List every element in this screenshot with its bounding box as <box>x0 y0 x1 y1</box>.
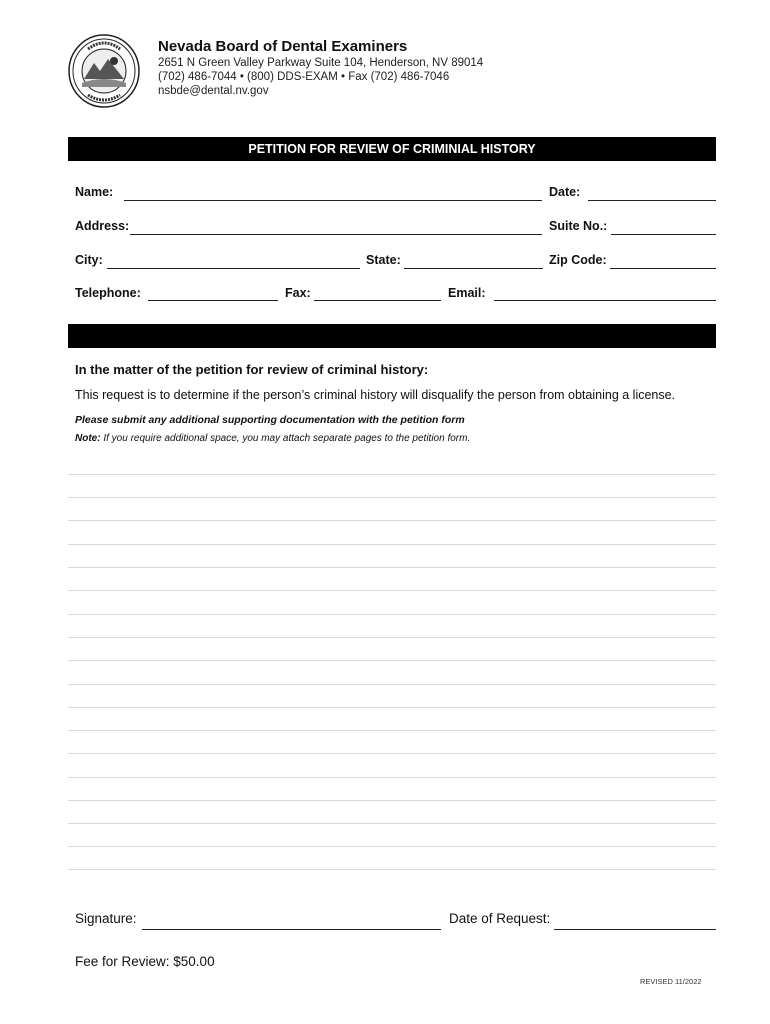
name-field[interactable] <box>124 200 542 201</box>
writing-line[interactable] <box>68 637 716 638</box>
city-label: City: <box>75 253 103 267</box>
writing-line[interactable] <box>68 567 716 568</box>
fax-field[interactable] <box>314 300 441 301</box>
name-label: Name: <box>75 185 114 199</box>
supporting-docs-note: Please submit any additional supporting documentation with the petition form <box>75 414 465 426</box>
section-heading: In the matter of the petition for review of criminal history: <box>75 362 429 377</box>
org-email: nsbde@dental.nv.gov <box>158 85 269 97</box>
writing-line[interactable] <box>68 707 716 708</box>
state-field[interactable] <box>404 268 543 269</box>
writing-line[interactable] <box>68 730 716 731</box>
address-label: Address: <box>75 219 130 233</box>
date-of-request-field[interactable] <box>554 929 716 930</box>
writing-line[interactable] <box>68 614 716 615</box>
writing-line[interactable] <box>68 590 716 591</box>
signature-label: Signature: <box>75 911 137 926</box>
writing-line[interactable] <box>68 846 716 847</box>
address-field[interactable] <box>130 234 542 235</box>
note-label: Note: <box>75 433 101 444</box>
suite-field[interactable] <box>611 234 716 235</box>
date-label: Date: <box>549 185 581 199</box>
org-name: Nevada Board of Dental Examiners <box>158 38 408 55</box>
writing-line[interactable] <box>68 800 716 801</box>
email-label: Email: <box>448 286 486 300</box>
suite-label: Suite No.: <box>549 219 608 233</box>
writing-line[interactable] <box>68 520 716 521</box>
writing-line[interactable] <box>68 684 716 685</box>
additional-space-note <box>75 433 470 444</box>
writing-line[interactable] <box>68 753 716 754</box>
zip-field[interactable] <box>610 268 716 269</box>
writing-line[interactable] <box>68 660 716 661</box>
org-address: 2651 N Green Valley Parkway Suite 104, Henderson, NV 89014 <box>158 57 484 69</box>
org-phones: (702) 486-7044 • (800) DDS-EXAM • Fax (702) 486-7046 <box>158 71 450 83</box>
city-field[interactable] <box>107 268 360 269</box>
revised-date: REVISED 11/2022 <box>640 977 702 986</box>
fax-label: Fax: <box>285 286 311 300</box>
telephone-label: Telephone: <box>75 286 141 300</box>
state-seal-icon <box>68 33 140 109</box>
writing-line[interactable] <box>68 869 716 870</box>
state-label: State: <box>366 253 401 267</box>
writing-line[interactable] <box>68 474 716 475</box>
signature-field[interactable] <box>142 929 441 930</box>
writing-line[interactable] <box>68 823 716 824</box>
email-field[interactable] <box>494 300 716 301</box>
writing-line[interactable] <box>68 497 716 498</box>
note-text: If you require additional space, you may attach separate pages to the petition form. <box>100 433 471 444</box>
form-title: PETITION FOR REVIEW OF CRIMINIAL HISTORY <box>68 137 716 161</box>
date-of-request-label: Date of Request: <box>449 911 551 926</box>
section-divider-bar <box>68 324 716 348</box>
date-field[interactable] <box>588 200 716 201</box>
telephone-field[interactable] <box>148 300 278 301</box>
section-body: This request is to determine if the person’s criminal history will disqualify the person from obtaining a license. <box>75 388 676 402</box>
zip-label: Zip Code: <box>549 253 607 267</box>
writing-line[interactable] <box>68 544 716 545</box>
review-fee: Fee for Review: $50.00 <box>75 954 215 969</box>
writing-line[interactable] <box>68 777 716 778</box>
